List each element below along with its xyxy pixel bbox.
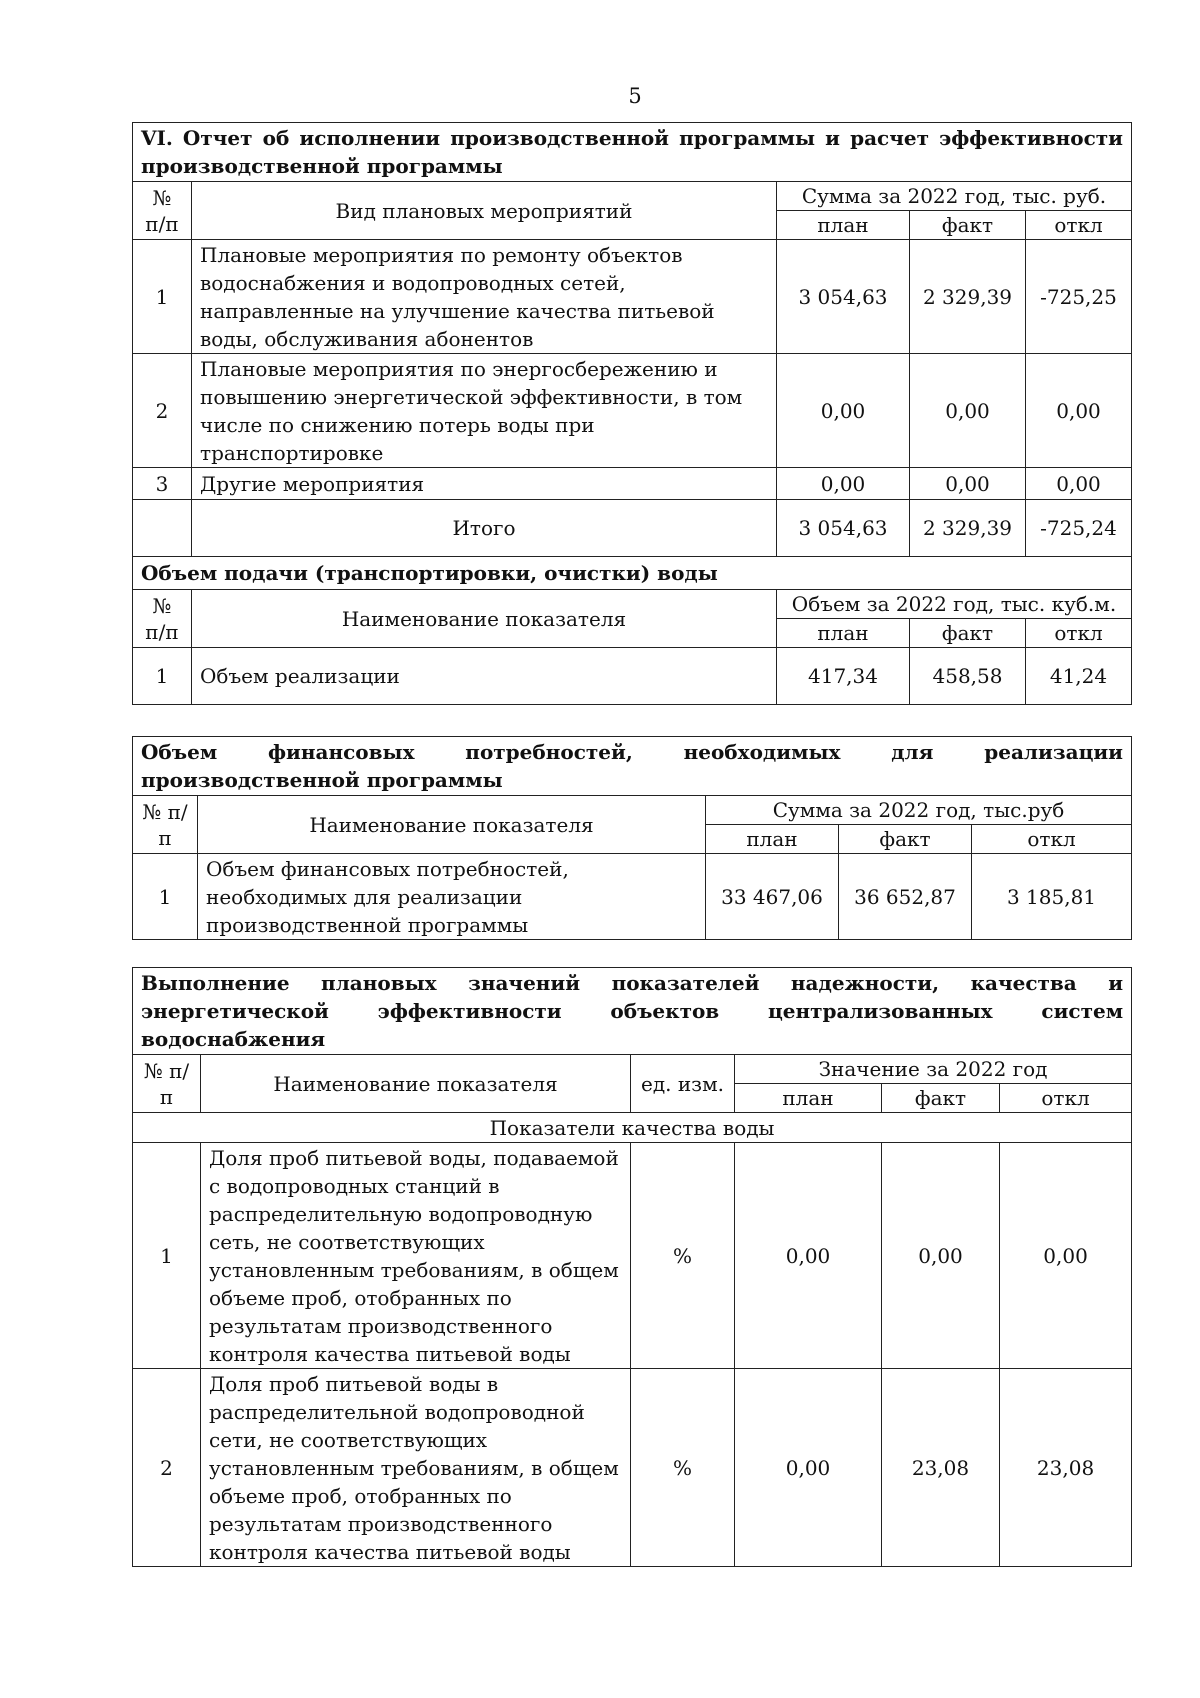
row-fact: 0,00 (910, 468, 1026, 500)
row-plan: 0,00 (777, 468, 910, 500)
financial-needs-table (132, 736, 1132, 940)
total-otkl: -725,24 (1026, 500, 1132, 557)
col-header-otkl: откл (972, 825, 1132, 854)
table-row (133, 468, 1132, 500)
row-otkl: 0,00 (1026, 354, 1132, 468)
row-plan: 417,34 (777, 648, 910, 705)
row-no: 1 (133, 240, 192, 354)
row-name: Доля проб питьевой воды в распределительной водопроводной сети, не соответствующих установленным требованиям, в общем объеме проб, отобранных по результатам производственного контроля качества питьевой воды (201, 1369, 631, 1567)
volume-col-header-plan: план (777, 619, 910, 648)
table-row (133, 1143, 1132, 1369)
row-no: 1 (133, 854, 198, 940)
total-row (133, 500, 1132, 557)
row-no: 1 (133, 1143, 201, 1369)
row-no: 1 (133, 648, 192, 705)
row-name: Плановые мероприятия по ремонту объектов водоснабжения и водопроводных сетей, направленные на улучшение качества питьевой воды, обслуживания абонентов (192, 240, 777, 354)
volume-col-header-group: Объем за 2022 год, тыс. куб.м. (777, 590, 1132, 619)
row-unit: % (631, 1143, 735, 1369)
row-plan: 33 467,06 (706, 854, 839, 940)
col-header-plan: план (706, 825, 839, 854)
col-header-no: № п/п (133, 796, 198, 854)
row-plan: 0,00 (735, 1143, 882, 1369)
row-no: 2 (133, 1369, 201, 1567)
row-no: 3 (133, 468, 192, 500)
row-name: Объем реализации (192, 648, 777, 705)
col-header-fact: факт (839, 825, 972, 854)
row-otkl: -725,25 (1026, 240, 1132, 354)
volume-title: Объем подачи (транспортировки, очистки) воды (133, 557, 1132, 590)
row-fact: 36 652,87 (839, 854, 972, 940)
table-row (133, 854, 1132, 940)
total-no (133, 500, 192, 557)
page-number: 5 (628, 84, 642, 108)
col-header-name: Вид плановых мероприятий (192, 182, 777, 240)
row-plan: 0,00 (777, 354, 910, 468)
col-header-no: № п/п (133, 182, 192, 240)
total-label: Итого (192, 500, 777, 557)
row-plan: 3 054,63 (777, 240, 910, 354)
row-otkl: 41,24 (1026, 648, 1132, 705)
col-header-fact: факт (882, 1084, 1000, 1113)
volume-col-header-otkl: откл (1026, 619, 1132, 648)
row-fact: 23,08 (882, 1369, 1000, 1567)
col-header-group: Значение за 2022 год (735, 1055, 1132, 1084)
col-header-name: Наименование показателя (201, 1055, 631, 1113)
row-unit: % (631, 1369, 735, 1567)
row-name: Плановые мероприятия по энергосбережению и повышению энергетической эффективности, в том числе по снижению потерь воды при транспортировке (192, 354, 777, 468)
production-program-table (132, 122, 1132, 705)
row-otkl: 23,08 (1000, 1369, 1132, 1567)
col-header-unit: ед. изм. (631, 1055, 735, 1113)
col-header-plan: план (735, 1084, 882, 1113)
col-header-otkl: откл (1026, 211, 1132, 240)
table-row (133, 1369, 1132, 1567)
total-plan: 3 054,63 (777, 500, 910, 557)
col-header-name: Наименование показателя (198, 796, 706, 854)
table-row (133, 648, 1132, 705)
row-name: Доля проб питьевой воды, подаваемой с водопроводных станций в распределительную водопроводную сеть, не соответствующих установленным требованиям, в общем объеме проб, отобранных по результатам производственного контроля качества питьевой воды (201, 1143, 631, 1369)
col-header-otkl: откл (1000, 1084, 1132, 1113)
volume-col-header-no: № п/п (133, 590, 192, 648)
section-title: Выполнение плановых значений показателей надежности, качества и энергетической эффективности объектов централизованных систем водоснабжения (133, 968, 1132, 1055)
row-fact: 0,00 (882, 1143, 1000, 1369)
row-fact: 0,00 (910, 354, 1026, 468)
col-header-no: № п/п (133, 1055, 201, 1113)
row-otkl: 0,00 (1000, 1143, 1132, 1369)
row-name: Другие мероприятия (192, 468, 777, 500)
row-no: 2 (133, 354, 192, 468)
section-title: Объем финансовых потребностей, необходимых для реализации производственной программы (133, 737, 1132, 796)
total-fact: 2 329,39 (910, 500, 1026, 557)
table-row (133, 240, 1132, 354)
col-header-group: Сумма за 2022 год, тыс.руб (706, 796, 1132, 825)
section-title: VI. Отчет об исполнении производственной программы и расчет эффективности производственной программы (133, 123, 1132, 182)
row-otkl: 3 185,81 (972, 854, 1132, 940)
subheader: Показатели качества воды (133, 1113, 1132, 1143)
col-header-fact: факт (910, 211, 1026, 240)
table-row (133, 354, 1132, 468)
volume-col-header-name: Наименование показателя (192, 590, 777, 648)
col-header-group: Сумма за 2022 год, тыс. руб. (777, 182, 1132, 211)
quality-indicators-table (132, 967, 1132, 1567)
row-fact: 458,58 (910, 648, 1026, 705)
row-fact: 2 329,39 (910, 240, 1026, 354)
col-header-plan: план (777, 211, 910, 240)
row-plan: 0,00 (735, 1369, 882, 1567)
row-otkl: 0,00 (1026, 468, 1132, 500)
row-name: Объем финансовых потребностей, необходимых для реализации производственной программы (198, 854, 706, 940)
volume-col-header-fact: факт (910, 619, 1026, 648)
